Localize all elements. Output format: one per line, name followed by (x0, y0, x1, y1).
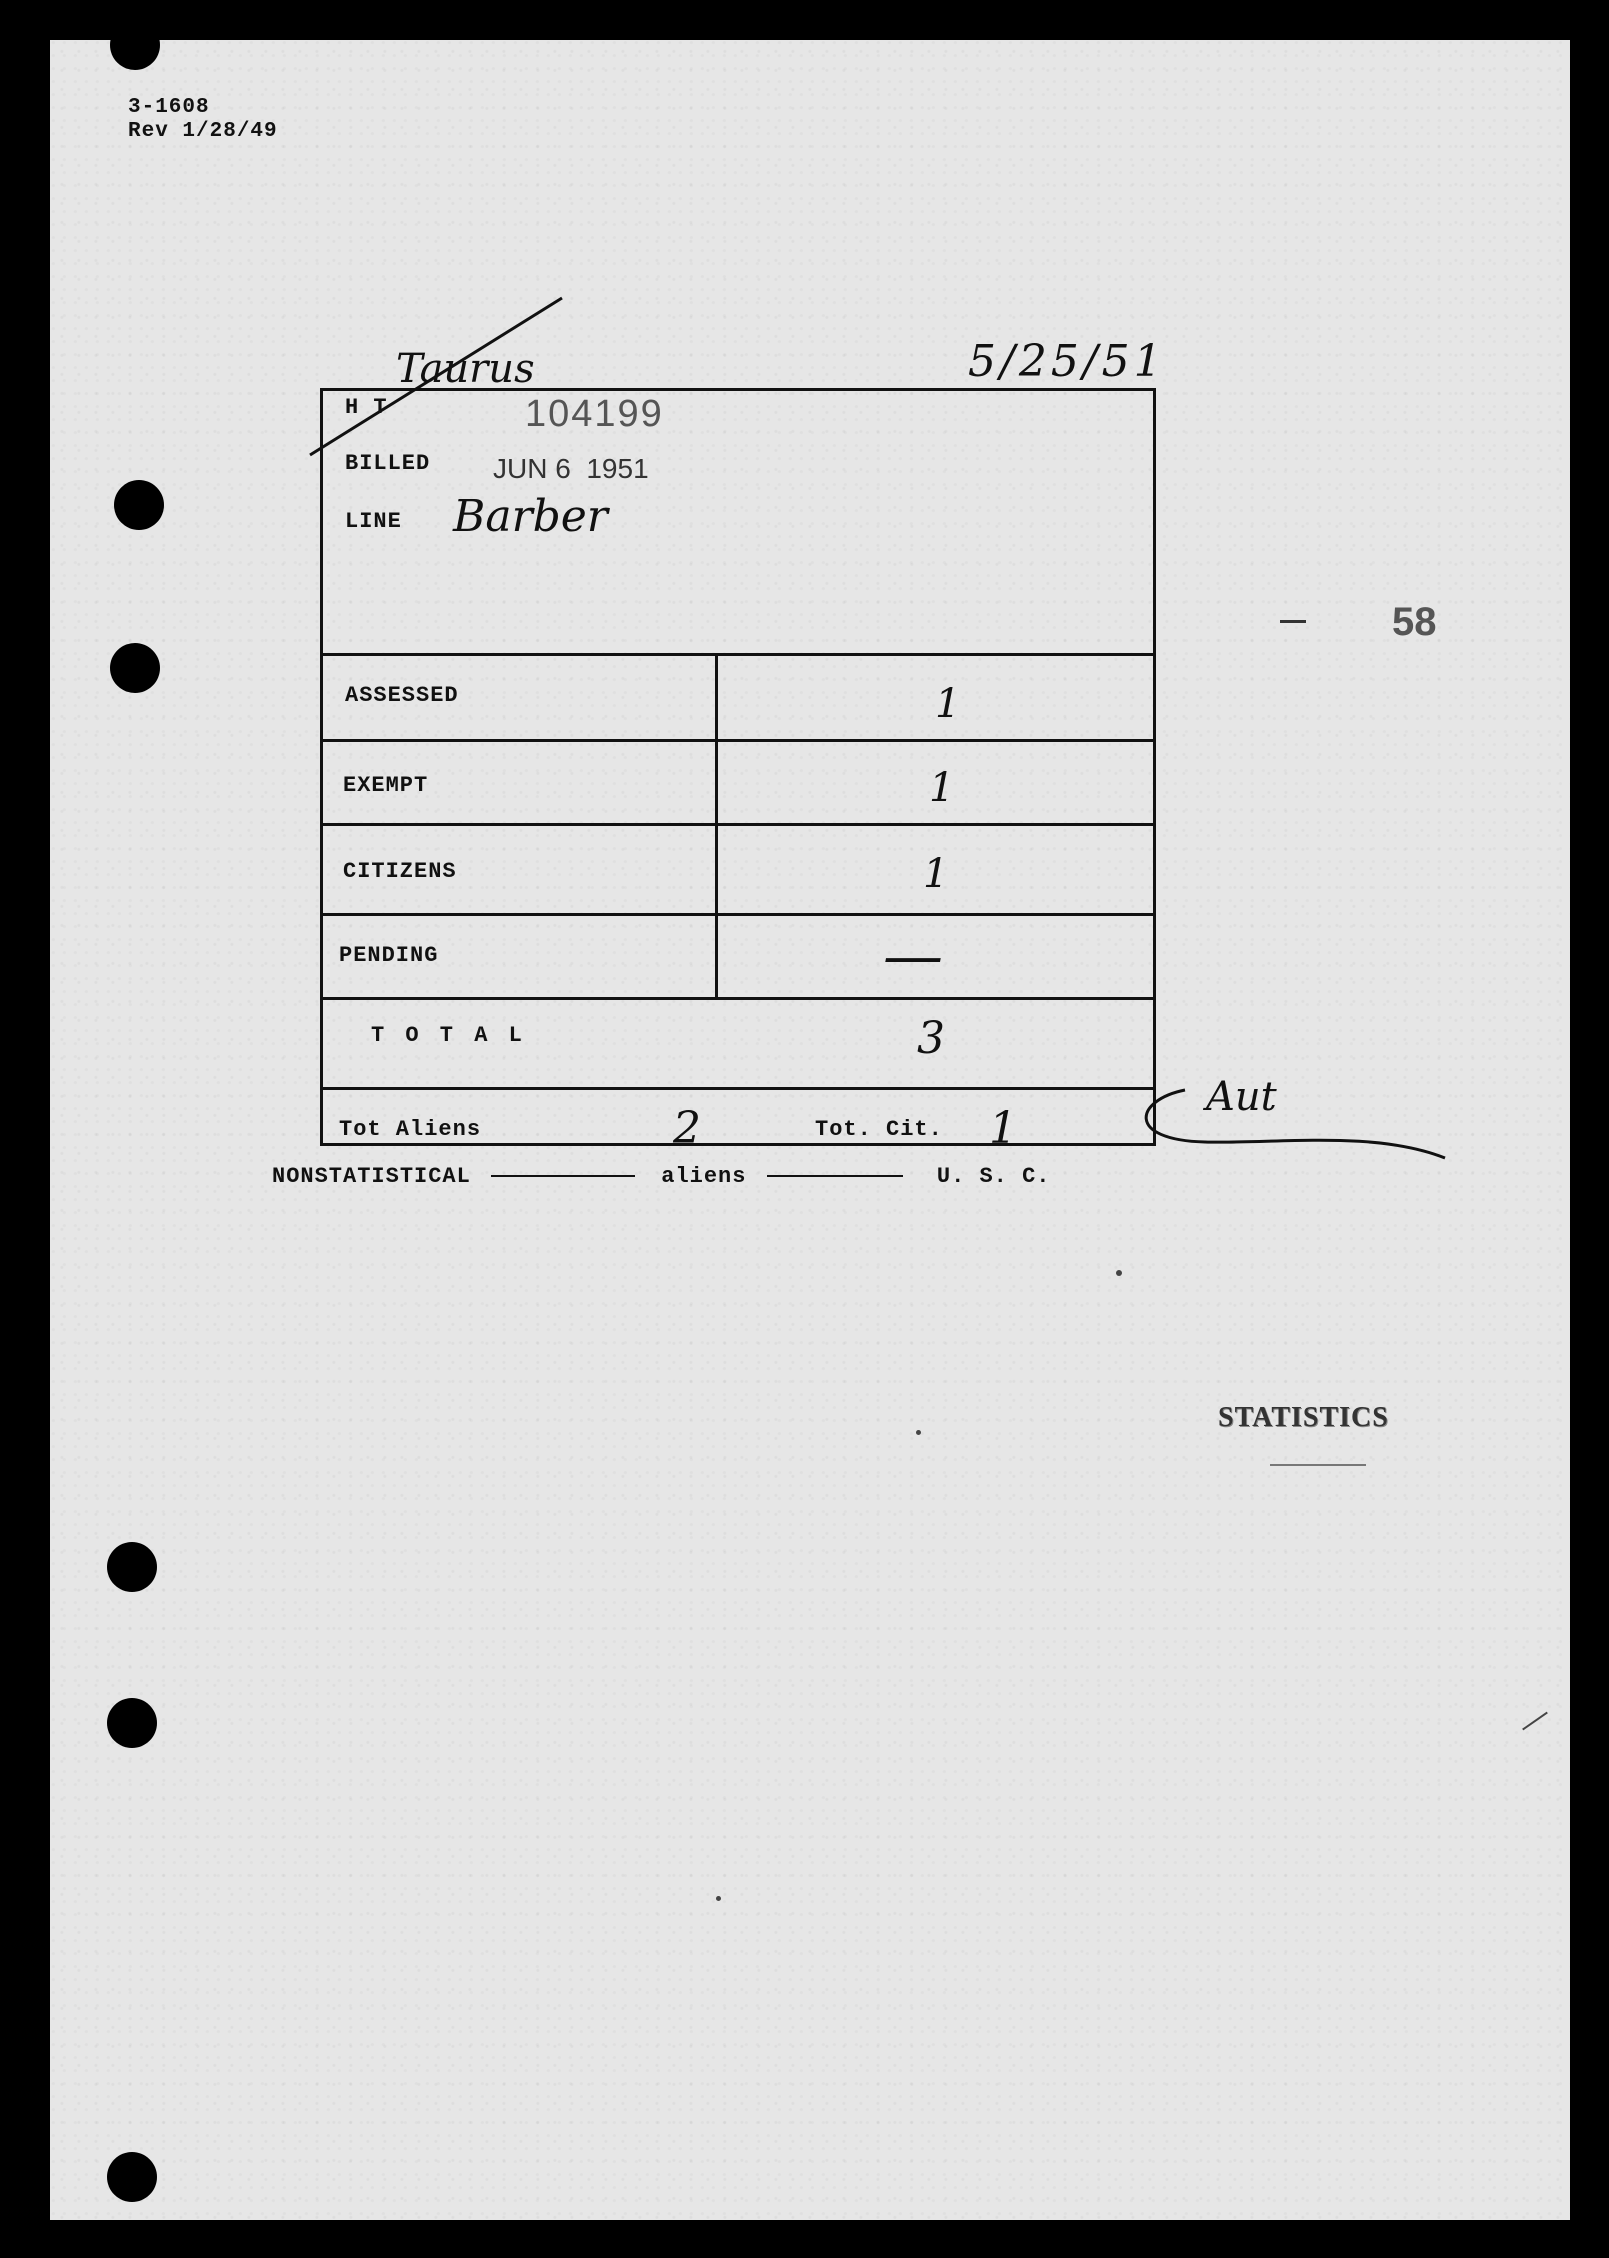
punch-hole (107, 1542, 157, 1592)
speck (1522, 1712, 1548, 1731)
tot-cit-value: 1 (989, 1103, 1017, 1154)
nonstatistical-label: NONSTATISTICAL (272, 1164, 471, 1189)
row-value-exempt: 1 (929, 765, 955, 811)
tot-cit-label: Tot. Cit. (815, 1117, 943, 1142)
billed-label: BILLED (345, 451, 431, 476)
nonstatistical-blank (491, 1175, 635, 1177)
row-value-pending: — (883, 921, 943, 991)
punch-hole (114, 480, 164, 530)
ht-label: H T (345, 395, 388, 420)
form-divider (323, 913, 1153, 916)
total-value: 3 (917, 1013, 945, 1064)
dash-mark (1280, 620, 1306, 623)
total-label: T O T A L (371, 1023, 526, 1048)
speck (916, 1430, 921, 1435)
aliens-label: aliens (661, 1164, 747, 1189)
form-divider (323, 823, 1153, 826)
form-divider (323, 653, 1153, 656)
row-label-exempt: EXEMPT (343, 773, 429, 798)
row-label-citizens: CITIZENS (343, 859, 457, 884)
statistics-stamp: STATISTICS (1218, 1402, 1389, 1433)
billed-date: JUN 6 1951 (493, 453, 649, 484)
ht-number: 104199 (525, 393, 664, 435)
punch-hole (110, 20, 160, 70)
line-label: LINE (345, 509, 402, 534)
page-mark: 58 (1392, 600, 1437, 644)
punch-hole (107, 2152, 157, 2202)
row-value-assessed: 1 (935, 681, 961, 727)
initials-scribble (1115, 1070, 1455, 1170)
form-divider (323, 1087, 1153, 1090)
line-name-handwritten: Barber (453, 491, 608, 542)
form-divider (323, 997, 1153, 1000)
column-divider (715, 653, 718, 997)
tot-aliens-label: Tot Aliens (339, 1117, 482, 1142)
punch-hole (110, 643, 160, 693)
aliens-blank (767, 1175, 903, 1177)
nonstatistical-line (272, 1164, 1051, 1189)
date-handwritten: 5/25/51 (968, 336, 1166, 387)
document-page (50, 40, 1570, 2220)
form-number: 3-1608 (128, 96, 210, 119)
speck (716, 1896, 721, 1901)
speck (1116, 1270, 1122, 1276)
row-label-pending: PENDING (339, 943, 439, 968)
vessel-name-handwritten: Taurus (396, 346, 535, 392)
statistics-form (320, 388, 1156, 1154)
stamp-underline (1270, 1464, 1366, 1466)
row-label-assessed: ASSESSED (345, 683, 459, 708)
tot-aliens-value: 2 (673, 1103, 701, 1154)
initials-handwritten: Aut (1206, 1074, 1277, 1120)
row-value-citizens: 1 (923, 851, 949, 897)
usc-label: U. S. C. (936, 1164, 1051, 1189)
punch-hole (107, 1698, 157, 1748)
form-divider (323, 739, 1153, 742)
form-revision: Rev 1/28/49 (128, 120, 278, 143)
